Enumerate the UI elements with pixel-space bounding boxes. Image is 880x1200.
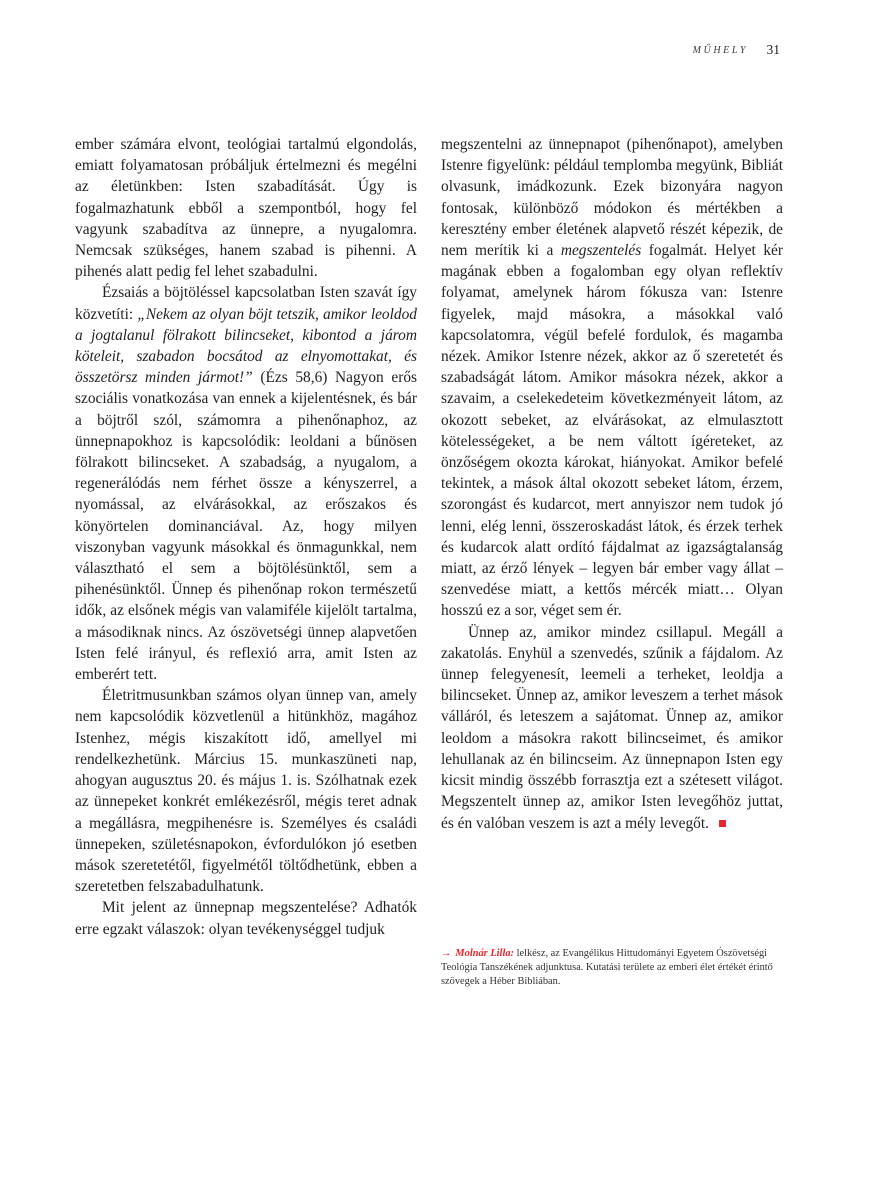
paragraph: ember számára elvont, teológiai tartalmú elgondolás, emiatt folyamatosan próbáljuk értelmezni és megélni az életünkben: Isten szabadítását. Úgy is fogalmazhatunk ebből a szempontból, hogy fel vagyunk szabadítva az ünnepre, a nyugalomra. Nemcsak szükséges, hanem szabad is pihenni. A pihenés alatt pedig fel lehet szabadulni.: [75, 136, 417, 281]
paragraph: [441, 622, 783, 834]
paragraph: Életritmusunkban számos olyan ünnep van, amely nem kapcsolódik közvetlenül a hitünkhöz, magához Istenhez, mégis kiszakított idő, amellyel mi rendelkezhetünk. Március 15. munkaszüneti nap, ahogyan augusztus 20. és május 1. is. Szólhatnak ezek az ünnepeket konkrét emlékezésről, mégis teret adnak a megállásra, megpihenésre is. Személyes és családi ünnepeken, születésnapokon, évfordulókon jó esetben mások szeretetétől, figyelmétől töltődhetünk, ebben a szeretetben felszabadulhatunk.: [75, 687, 417, 896]
right-column: [441, 134, 783, 834]
running-head: [0, 42, 880, 62]
paragraph-intro: Ézsaiás a böjtöléssel kapcsolatban Isten szavát így közvetíti:: [75, 284, 417, 323]
paragraph-text: megszentelni az ünnepnapot (pihenőnapot), amelyben Istenre figyelünk: például templomba megyünk, Bibliát olvasunk, imádkozunk. Ezek bizonyára nagyon fontosak, különböző módokon és mértékben a keresztény ember életének alapvető részét képezik, de nem merítik ki a: [441, 136, 783, 260]
end-of-article-mark: [719, 820, 726, 827]
left-column: [75, 134, 417, 940]
bible-quote: „Nekem az olyan böjt tetszik, amikor leoldod a jogtalanul fölrakott bilincseket, kibontod a járom köteleit, szabadon bocsátod az elnyomottakat, és összetörsz minden jármot!”: [75, 305, 417, 387]
author-name: Molnár Lilla:: [455, 948, 514, 959]
paragraph: [75, 282, 417, 685]
emphasis: megszentelés: [560, 242, 642, 260]
paragraph: Mit jelent az ünnepnap megszentelése? Adhatók erre egzakt válaszok: olyan tevékenységgel tudjuk: [75, 899, 417, 938]
paragraph: [441, 134, 783, 622]
paragraph-text: Ünnep az, amikor mindez csillapul. Megáll a zakatolás. Enyhül a szenvedés, szűnik a fájdalom. Az ünnep felegyenesít, leemeli a terheket, leoldja a bilincseket. Ünnep az, amikor leveszem a terhet mások válláról, és leteszem a sajátomat. Ünnep az, amikor leoldom a másokra rakott bilincseimet, és amikor lehullanak az én bilincseim. Az ünnepnapon Isten egy kicsit mindig összébb forrasztja ezt a szétesett világot. Megszentelt ünnep az, amikor Isten levegőhöz juttat, és én valóban veszem is azt a mély levegőt.: [441, 623, 783, 832]
section-name: MŰHELY: [692, 45, 748, 56]
author-note: [441, 947, 786, 990]
author-bio: lelkész, az Evangélikus Hittudományi Egyetem Ószövetségi Teológia Tanszékének adjunktusa. Kutatási területe az emberi élet értékét érintő szövegek a Héber Bibliában.: [441, 948, 773, 988]
arrow-icon: →: [441, 948, 452, 959]
page-number: 31: [766, 42, 780, 57]
paragraph-text: (Ézs 58,6) Nagyon erős szociális vonatkozása van ennek a kijelentésnek, és bár a böjtről szól, számomra a pihenőnaphoz, az ünnepnapokhoz is kapcsolódik: leoldani a bűnösen fölrakott bilincseket. A szabadság, a nyugalom, a regenerálódás nem férhet össze a kényszerrel, a nyomással, az elvárásokkal, az erőszakos és könyörtelen dominanciával. Az, hogy milyen viszonyban vagyunk másokkal és önmagunkkal, nem választható el sem a böjtölésünktől, sem a pihenésünktől. Ünnep és pihenőnap rokon természetű idők, az elsőnek mégis van valamiféle kijelölt tartalma, a másodiknak nincs. Az ószövetségi ünnep alapvetően Isten felé irányul, és reflexió arra, amit Isten az emberért tett.: [75, 369, 418, 684]
paragraph-text: fogalmát. Helyet kér magának ebben a fogalomban egy olyan reflektív folyamat, amelynek három fókusza van: Istenre figyelek, majd másokra, a másokkal való kapcsolatomra, végül befelé fordulok, és magamba nézek. Amikor Istenre nézek, akkor az ő szeretetét és szabadságát látom. Amikor másokra nézek, akkor a szavaim, a cselekedeteim következményeit látom, az okozott sebeket, az elvárásokat, az elmulasztott kötelességeket, a be nem váltott ígéreteket, az önzőségem okozta károkat, hiányokat. Amikor befelé tekintek, a mások által okozott sebeket látom, érzem, szorongást és kudarcot, mert annyiszor nem tudok jó lenni, elég lenni, összeroskadást látok, és érzek terhek és kudarcok alatt ordító fájdalmat az igazságtalanság miatt, az érző lények – legyen bár ember vagy állat – szenvedése miatt, a kettős mércék miatt… Olyan hosszú ez a sor, véget sem ér.: [441, 242, 783, 620]
